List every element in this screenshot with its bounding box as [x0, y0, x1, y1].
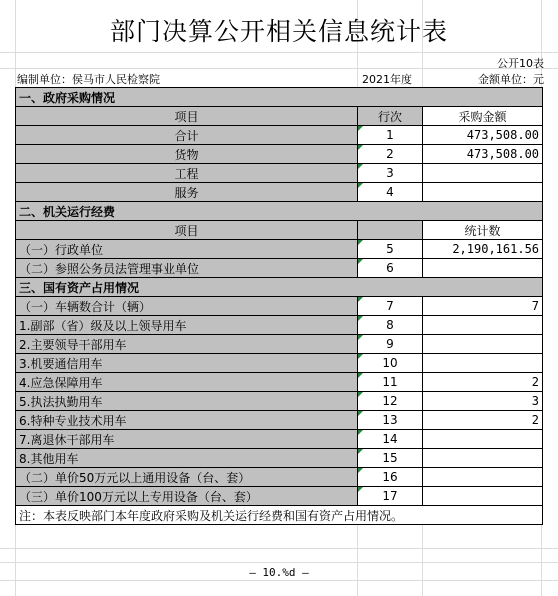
row-number: 17 [358, 487, 423, 506]
row-item: （一）行政单位 [16, 240, 358, 259]
row-value: 2,190,161.56 [423, 240, 543, 259]
row-value [423, 164, 543, 183]
row-item: 货物 [16, 145, 358, 164]
row-value: 2 [423, 373, 543, 392]
amount-unit: 金额单位：元 [478, 73, 544, 86]
row-number: 9 [358, 335, 423, 354]
row-value [423, 183, 543, 202]
row-value [423, 335, 543, 354]
row-number: 2 [358, 145, 423, 164]
row-value [423, 449, 543, 468]
table-row [16, 145, 543, 164]
table-note: 注：本表反映部门本年度政府采购及机关运行经费和国有资产占用情况。 [16, 506, 543, 525]
table-row [16, 487, 543, 506]
section-heading-row [16, 88, 543, 107]
column-header-item: 项目 [16, 221, 358, 240]
row-value [423, 430, 543, 449]
row-item: 合计 [16, 126, 358, 145]
row-number: 10 [358, 354, 423, 373]
statistics-table [15, 87, 543, 525]
table-row [16, 297, 543, 316]
grid-line [0, 548, 558, 549]
section-heading: 一、政府采购情况 [16, 88, 543, 107]
grid-line [0, 68, 558, 69]
row-number: 13 [358, 411, 423, 430]
row-item: 8.其他用车 [16, 449, 358, 468]
table-row [16, 411, 543, 430]
row-value: 3 [423, 392, 543, 411]
column-header-row [16, 221, 543, 240]
fiscal-year: 2021年度 [362, 73, 412, 86]
row-number: 15 [358, 449, 423, 468]
row-value [423, 259, 543, 278]
column-header-row-no [358, 221, 423, 240]
column-header-item: 项目 [16, 107, 358, 126]
table-row [16, 392, 543, 411]
row-value: 7 [423, 297, 543, 316]
row-item: 工程 [16, 164, 358, 183]
row-value: 2 [423, 411, 543, 430]
row-number: 1 [358, 126, 423, 145]
row-value [423, 316, 543, 335]
row-number: 7 [358, 297, 423, 316]
column-header-row-no: 行次 [358, 107, 423, 126]
section-heading: 三、国有资产占用情况 [16, 278, 543, 297]
grid-line [0, 52, 558, 53]
row-value [423, 354, 543, 373]
table-row [16, 183, 543, 202]
row-number: 8 [358, 316, 423, 335]
row-item: （一）车辆数合计（辆） [16, 297, 358, 316]
table-row [16, 468, 543, 487]
row-number: 6 [358, 259, 423, 278]
row-item: 1.副部（省）级及以上领导用车 [16, 316, 358, 335]
grid-line [0, 562, 558, 563]
row-item: 5.执法执勤用车 [16, 392, 358, 411]
row-item: （二）参照公务员法管理事业单位 [16, 259, 358, 278]
section-heading: 二、机关运行经费 [16, 202, 543, 221]
row-item: 2.主要领导干部用车 [16, 335, 358, 354]
column-header-amount: 采购金额 [423, 107, 543, 126]
column-header-amount: 统计数 [423, 221, 543, 240]
row-number: 11 [358, 373, 423, 392]
row-item: 6.特种专业技术用车 [16, 411, 358, 430]
table-row [16, 126, 543, 145]
row-item: 7.离退休干部用车 [16, 430, 358, 449]
table-row [16, 449, 543, 468]
row-number: 5 [358, 240, 423, 259]
table-row [16, 430, 543, 449]
table-row [16, 373, 543, 392]
table-row [16, 259, 543, 278]
row-value: 473,508.00 [423, 126, 543, 145]
page-title: 部门决算公开相关信息统计表 [109, 17, 448, 46]
row-number: 16 [358, 468, 423, 487]
form-number: 公开10表 [497, 57, 544, 70]
table-row [16, 354, 543, 373]
row-item: 3.机要通信用车 [16, 354, 358, 373]
grid-line [0, 580, 558, 581]
table-row [16, 316, 543, 335]
row-number: 14 [358, 430, 423, 449]
row-item: 服务 [16, 183, 358, 202]
table-row [16, 335, 543, 354]
table-row [16, 164, 543, 183]
row-value [423, 468, 543, 487]
row-number: 3 [358, 164, 423, 183]
page-footer: — 10.%d — [249, 566, 309, 579]
section-heading-row [16, 202, 543, 221]
row-value [423, 487, 543, 506]
row-item: （二）单价50万元以上通用设备（台、套） [16, 468, 358, 487]
column-header-row [16, 107, 543, 126]
row-number: 4 [358, 183, 423, 202]
row-item: （三）单价100万元以上专用设备（台、套） [16, 487, 358, 506]
row-number: 12 [358, 392, 423, 411]
row-value: 473,508.00 [423, 145, 543, 164]
note-row [16, 506, 543, 525]
compiling-unit: 编制单位：侯马市人民检察院 [17, 73, 160, 86]
row-item: 4.应急保障用车 [16, 373, 358, 392]
section-heading-row [16, 278, 543, 297]
table-row [16, 240, 543, 259]
